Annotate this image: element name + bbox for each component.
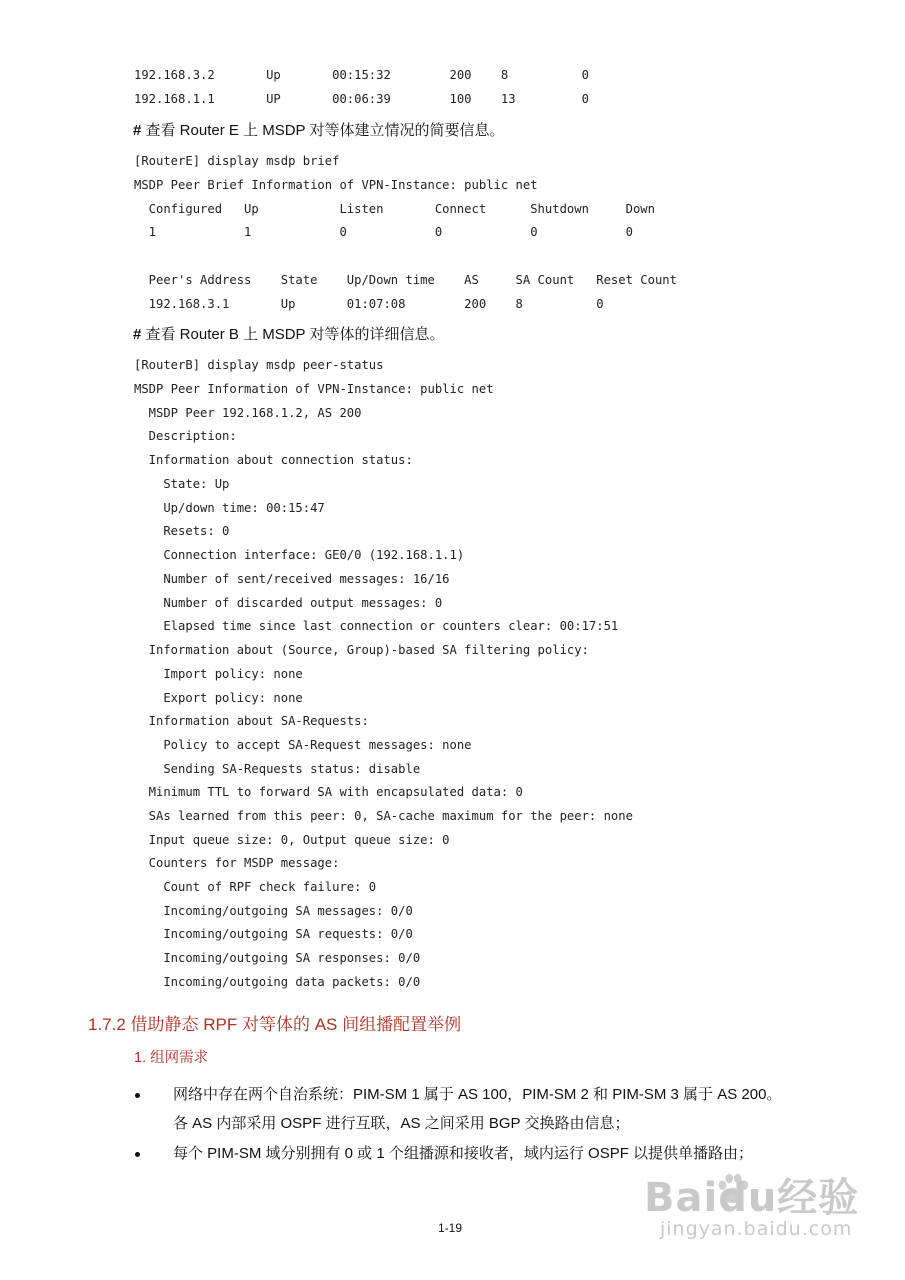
code-line: Incoming/outgoing data packets: 0/0 xyxy=(134,975,421,989)
code-line: Sending SA-Requests status: disable xyxy=(134,762,421,776)
page-number: 1-19 xyxy=(438,1221,463,1235)
code-line: SAs learned from this peer: 0, SA-cache maximum for the peer: none xyxy=(134,809,633,823)
code-line: Incoming/outgoing SA requests: 0/0 xyxy=(134,927,413,941)
code-line: Resets: 0 xyxy=(134,524,230,538)
code-line: Information about SA-Requests: xyxy=(134,714,369,728)
peer-row: 192.168.3.2 Up 00:15:32 200 8 0 xyxy=(134,68,589,82)
code-line: 192.168.3.1 Up 01:07:08 200 8 0 xyxy=(134,297,604,311)
bullet-dot xyxy=(135,1093,140,1098)
note-router-b xyxy=(133,323,444,344)
hash-mark: # xyxy=(133,122,142,139)
code-line: Up/down time: 00:15:47 xyxy=(134,501,325,515)
bullet-text: 各 AS 内部采用 OSPF 进行互联，AS 之间采用 BGP 交换路由信息； xyxy=(173,1115,630,1132)
note-text: 查看 Router B 上 MSDP 对等体的详细信息。 xyxy=(141,326,445,343)
bullet-text: 网络中存在两个自治系统：PIM-SM 1 属于 AS 100，PIM-SM 2 和 PIM-SM 3 属于 AS 200。 xyxy=(173,1086,782,1103)
code-line: State: Up xyxy=(134,477,230,491)
code-line: Information about (Source, Group)-based SA filtering policy: xyxy=(134,643,589,657)
code-line: Counters for MSDP message: xyxy=(134,856,340,870)
subheading: 1. 组网需求 xyxy=(134,1050,209,1066)
code-line: Import policy: none xyxy=(134,667,303,681)
code-line: Incoming/outgoing SA responses: 0/0 xyxy=(134,951,421,965)
code-line: [RouterE] display msdp brief xyxy=(134,154,340,168)
hash-mark: # xyxy=(133,326,142,343)
code-line: Information about connection status: xyxy=(134,453,413,467)
code-line: Connection interface: GE0/0 (192.168.1.1) xyxy=(134,548,465,562)
code-line: Input queue size: 0, Output queue size: 0 xyxy=(134,833,450,847)
code-line: MSDP Peer Information of VPN-Instance: public net xyxy=(134,382,494,396)
code-line: Number of sent/received messages: 16/16 xyxy=(134,572,450,586)
code-line: MSDP Peer 192.168.1.2, AS 200 xyxy=(134,406,362,420)
code-line: Export policy: none xyxy=(134,691,303,705)
peer-row: 192.168.1.1 UP 00:06:39 100 13 0 xyxy=(134,92,589,106)
bullet-text: 每个 PIM-SM 域分别拥有 0 或 1 个组播源和接收者，域内运行 OSPF 以提供单播路由； xyxy=(173,1145,754,1162)
code-line: Incoming/outgoing SA messages: 0/0 xyxy=(134,904,413,918)
watermark-logo: Baidu经验 xyxy=(644,1175,860,1221)
note-router-e xyxy=(133,119,504,140)
code-line: Elapsed time since last connection or counters clear: 00:17:51 xyxy=(134,619,619,633)
watermark-url: jingyan.baidu.com xyxy=(660,1218,853,1240)
code-line: Peer's Address State Up/Down time AS SA Count Reset Count xyxy=(134,273,677,287)
code-line: 1 1 0 0 0 0 xyxy=(134,225,633,239)
code-line: Policy to accept SA-Request messages: none xyxy=(134,738,472,752)
code-line: [RouterB] display msdp peer-status xyxy=(134,358,384,372)
code-line: Configured Up Listen Connect Shutdown Down xyxy=(134,202,655,216)
code-line: Number of discarded output messages: 0 xyxy=(134,596,443,610)
bullet-dot xyxy=(135,1152,140,1157)
code-line: Minimum TTL to forward SA with encapsulated data: 0 xyxy=(134,785,523,799)
code-line: MSDP Peer Brief Information of VPN-Instance: public net xyxy=(134,178,538,192)
code-line: Description: xyxy=(134,429,237,443)
section-heading: 1.7.2 借助静态 RPF 对等体的 AS 间组播配置举例 xyxy=(88,1015,462,1034)
code-line: Count of RPF check failure: 0 xyxy=(134,880,377,894)
note-text: 查看 Router E 上 MSDP 对等体建立情况的简要信息。 xyxy=(141,122,505,139)
